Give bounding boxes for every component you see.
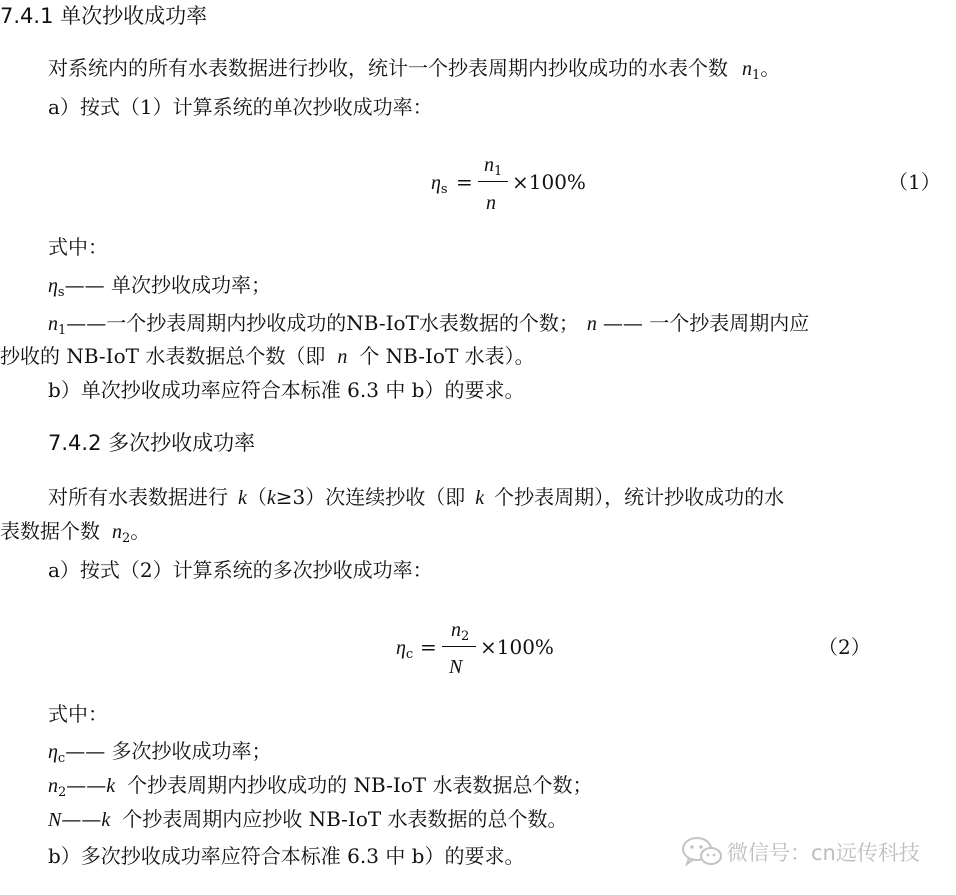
eta-symbol: η: [48, 741, 58, 763]
eta-symbol: η: [48, 275, 58, 297]
wechat-icon: [681, 836, 723, 868]
subscript: 2: [58, 785, 67, 800]
var-n: n: [586, 313, 597, 335]
dash: ——: [61, 807, 102, 831]
eta-symbol: η: [431, 172, 441, 194]
definition-text: —— 单次抄收成功率；: [64, 273, 271, 297]
definition-text: —— 多次抄收成功率；: [65, 739, 272, 763]
paragraph-consecutive-reads: [48, 487, 784, 508]
var-k: k: [266, 487, 276, 509]
fraction-bar: [478, 181, 508, 182]
paragraph-text: （: [246, 485, 267, 509]
paragraph-text: 个抄表周期），统计抄收成功的水: [494, 485, 785, 509]
definition-text: 抄收的 NB-IoT 水表数据总个数（即: [0, 344, 326, 368]
equation-number: （1）: [888, 170, 941, 194]
definition-eta-s: [48, 275, 271, 299]
paragraph-text: 对所有水表数据进行: [48, 485, 228, 509]
definition-n1-continued: [0, 346, 535, 367]
section-heading-7-4-2: 7.4.2 多次抄收成功率: [48, 431, 256, 455]
paragraph-text: ≥3）次连续抄收（即: [275, 485, 466, 509]
punctuation: 。: [130, 519, 151, 543]
punctuation: 。: [760, 56, 781, 80]
var-N: N: [48, 809, 62, 831]
item-a-formula-ref: a）按式（2）计算系统的多次抄收成功率：: [48, 558, 433, 582]
section-heading-7-4-1: 7.4.1 单次抄收成功率: [0, 4, 208, 28]
definition-text: 个抄表周期内抄收成功的 NB-IoT 水表数据总个数；: [127, 773, 593, 797]
dash: ——: [66, 773, 107, 797]
definition-text: 个 NB-IoT 水表）。: [359, 344, 535, 368]
subscript: 2: [461, 629, 470, 644]
var-k: k: [106, 775, 116, 797]
fraction-denominator: N: [449, 656, 463, 678]
subscript: 1: [752, 68, 761, 83]
subscript: 2: [122, 531, 131, 546]
formula-lhs: [431, 172, 448, 196]
fraction-denominator: n: [486, 192, 496, 214]
var-k: k: [101, 809, 111, 831]
formula-multiplier: ×100%: [480, 635, 554, 659]
item-a-formula-ref: a）按式（1）计算系统的单次抄收成功率：: [48, 95, 433, 119]
definition-N: [48, 809, 568, 830]
watermark-text: 微信号：cn远传科技: [727, 841, 920, 865]
where-label: 式中：: [48, 235, 108, 259]
item-b-requirement: b）单次抄收成功率应符合本标准 6.3 中 b）的要求。: [48, 378, 525, 402]
definition-n2: [48, 775, 593, 799]
subscript: 1: [58, 323, 67, 338]
paragraph-count-n1: [48, 58, 780, 82]
paragraph-count-n2: [0, 521, 150, 545]
var-n: n: [48, 775, 58, 797]
definition-text: 个抄表周期内应抄收 NB-IoT 水表数据的总个数。: [122, 807, 568, 831]
fraction-numerator: [484, 154, 502, 178]
definition-eta-c: [48, 741, 272, 765]
subscript: 1: [494, 164, 503, 179]
var-k: k: [238, 487, 247, 509]
var-n: n: [48, 313, 58, 335]
subscript: s: [57, 285, 65, 300]
fraction-numerator: [451, 619, 469, 643]
definition-n1: [48, 313, 809, 337]
formula-lhs: [396, 637, 413, 661]
var-n: n: [484, 154, 494, 176]
subscript: s: [440, 182, 448, 197]
paragraph-text: 对系统内的所有水表数据进行抄收，统计一个抄表周期内抄收成功的水表个数: [48, 56, 728, 80]
definition-text: —— 一个抄表周期内应: [602, 311, 810, 335]
eta-symbol: η: [396, 637, 406, 659]
subscript: c: [57, 751, 66, 766]
fraction-bar: [442, 646, 476, 647]
var-n: n: [112, 521, 122, 543]
formula-multiplier: ×100%: [512, 170, 586, 194]
paragraph-text: 表数据个数: [0, 519, 100, 543]
var-n: n: [451, 619, 461, 641]
equals-sign: =: [420, 635, 437, 659]
subscript: c: [405, 647, 414, 662]
var-n: n: [337, 346, 348, 368]
definition-text: ——一个抄表周期内抄收成功的NB-IoT水表数据的个数；: [66, 311, 579, 335]
item-b-requirement: b）多次抄收成功率应符合本标准 6.3 中 b）的要求。: [48, 844, 525, 868]
equation-number: （2）: [818, 635, 871, 659]
where-label: 式中：: [48, 702, 108, 726]
var-k: k: [475, 487, 485, 509]
var-n: n: [742, 58, 752, 80]
equals-sign: =: [456, 170, 473, 194]
